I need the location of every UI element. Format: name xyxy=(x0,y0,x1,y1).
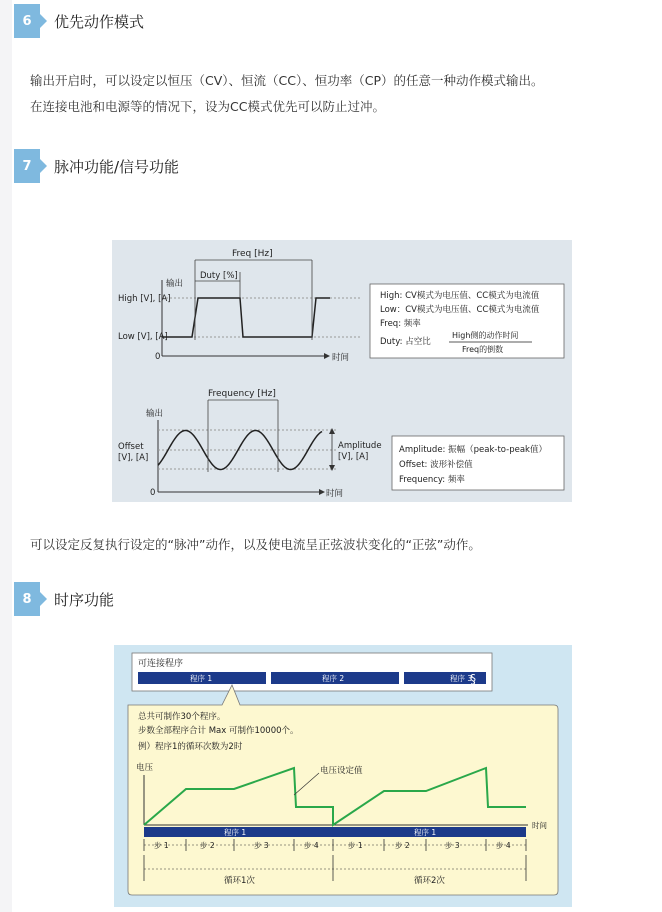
freq-label: Freq [Hz] xyxy=(232,249,273,259)
program-label: 程序 1 xyxy=(190,674,213,683)
low-label: Low [V], [A] xyxy=(118,332,168,342)
time-label: 时间 xyxy=(332,353,350,363)
legend-frequency: Frequency: 频率 xyxy=(399,475,465,485)
step-label: 步 4 xyxy=(304,841,319,850)
section-title: 优先动作模式 xyxy=(54,12,145,31)
program-1-bar xyxy=(144,827,526,837)
step-label: 步 2 xyxy=(200,841,215,850)
paragraph-line: 在连接电池和电源等的情况下，设为CC模式优先可以防止过冲。 xyxy=(30,99,385,114)
amplitude-unit: [V], [A] xyxy=(338,452,369,462)
break-icon: § xyxy=(470,672,476,686)
sequence-diagram xyxy=(114,645,572,907)
program-chain-header: 可连接程序 xyxy=(138,659,184,669)
amplitude-label: Amplitude xyxy=(338,441,382,451)
step-label: 步 1 xyxy=(348,841,363,850)
note-steps: 步数全部程序合计 Max 可制作10000个。 xyxy=(138,726,299,736)
sine-output-label: 输出 xyxy=(146,409,164,419)
program-1-label: 程序 1 xyxy=(414,828,437,837)
section-6-text xyxy=(30,68,544,120)
section-6-heading xyxy=(14,4,144,38)
zero-label: 0 xyxy=(155,352,161,362)
legend-offset: Offset: 波形补偿值 xyxy=(399,460,473,470)
cycle-2-label: 循环2次 xyxy=(414,876,445,886)
legend-freq: Freq: 频率 xyxy=(380,319,421,329)
left-stripe xyxy=(0,0,12,912)
duty-denominator: Freq的倒数 xyxy=(462,345,504,354)
section-number: 7 xyxy=(14,149,40,183)
section-7-heading xyxy=(14,149,179,183)
voltage-label: 电压 xyxy=(136,763,154,773)
duty-numerator: High侧的动作时间 xyxy=(452,331,519,340)
cycle-1-label: 循环1次 xyxy=(224,876,255,886)
section-number: 8 xyxy=(14,582,40,616)
step-label: 步 3 xyxy=(254,841,269,850)
offset-unit: [V], [A] xyxy=(118,453,149,463)
program-label: 程序 2 xyxy=(322,674,345,683)
step-label: 步 1 xyxy=(154,841,169,850)
section-7-text: 可以设定反复执行设定的“脉冲”动作，以及使电流呈正弦波状变化的“正弦”动作。 xyxy=(30,537,481,552)
step-label: 步 4 xyxy=(496,841,511,850)
note-programs: 总共可制作30个程序。 xyxy=(138,712,226,722)
note-example: 例）程序1的循环次数为2时 xyxy=(138,742,243,752)
seq-time-label: 时间 xyxy=(532,821,547,830)
step-label: 步 2 xyxy=(395,841,410,850)
voltage-setpoint-label: 电压设定值 xyxy=(320,766,363,776)
legend-low: Low：CV模式为电压值、CC模式为电流值 xyxy=(380,305,540,315)
section-number: 6 xyxy=(14,4,40,38)
frequency-label: Frequency [Hz] xyxy=(208,389,276,399)
time-label: 时间 xyxy=(326,489,344,499)
program-label: 程序 3 xyxy=(450,674,473,683)
section-8-heading xyxy=(14,582,114,616)
step-label: 步 3 xyxy=(445,841,460,850)
duty-label: Duty [%] xyxy=(200,271,238,281)
legend-amplitude: Amplitude: 振幅（peak-to-peak值） xyxy=(399,445,547,455)
pulse-sine-figure xyxy=(112,240,572,502)
program-1-label: 程序 1 xyxy=(224,828,247,837)
paragraph-line: 输出开启时，可以设定以恒压（CV）、恒流（CC）、恒功率（CP）的任意一种动作模式输出。 xyxy=(30,73,544,88)
section-title: 脉冲功能/信号功能 xyxy=(54,157,180,176)
offset-label: Offset xyxy=(118,442,144,452)
legend-high: High: CV模式为电压值、CC模式为电流值 xyxy=(380,291,540,301)
zero-label: 0 xyxy=(150,488,156,498)
high-label: High [V], [A] xyxy=(118,294,171,304)
output-label: 输出 xyxy=(166,279,184,289)
section-title: 时序功能 xyxy=(54,590,115,609)
pulse-sine-diagram xyxy=(112,240,572,502)
legend-duty: Duty: 占空比 xyxy=(380,337,431,347)
sequence-figure xyxy=(114,645,572,907)
